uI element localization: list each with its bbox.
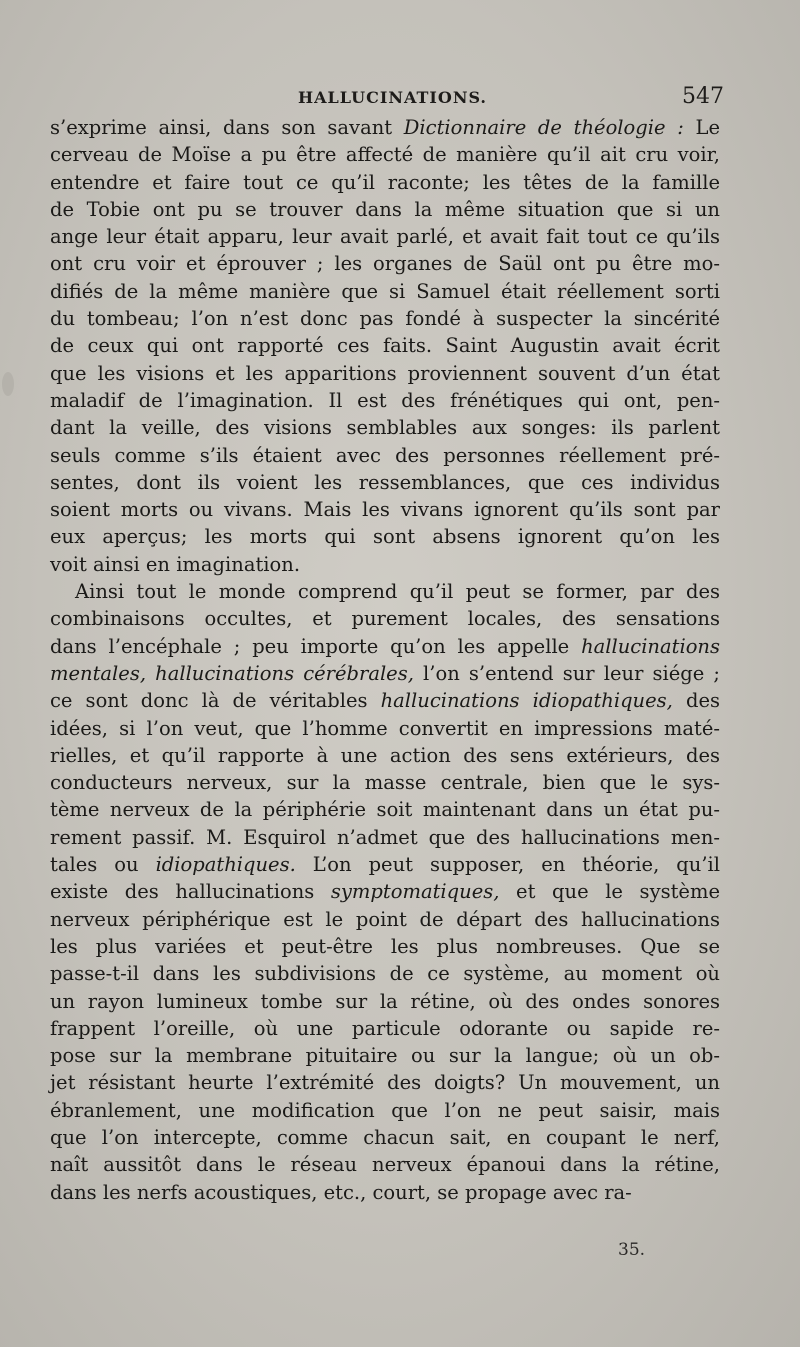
text-line: [50, 824, 720, 851]
text-run: Le: [683, 116, 720, 139]
text-line: [50, 332, 720, 359]
text-line: [50, 633, 720, 660]
text-run: existe des hallucinations: [50, 880, 331, 904]
text-line: [50, 960, 720, 987]
text-line: [50, 114, 720, 141]
text-run: maladif de l’imagination. Il est des frénétiques qui ont, pen-: [50, 388, 720, 412]
text-run: idées, si l’on veut, que l’homme convertit en impressions maté-: [50, 716, 720, 740]
text-line: [50, 1015, 720, 1042]
text-run: tales ou: [50, 853, 156, 877]
body-text: [50, 114, 720, 1206]
italic-run: mentales, hallucinations cérébrales,: [50, 661, 414, 685]
text-run: sentes, dont ils voient les ressemblances, que ces individus: [50, 470, 720, 494]
paper-stain: [2, 372, 14, 396]
text-line: [50, 250, 720, 277]
text-run: entendre et faire tout ce qu’il raconte; les têtes de la famille: [50, 170, 720, 194]
text-run: ange leur était apparu, leur avait parlé, et avait fait tout ce qu’ils: [50, 225, 720, 249]
text-line: [50, 523, 720, 550]
italic-run: hallucinations idiopathiques,: [380, 689, 673, 713]
text-run: frappent l’oreille, où une particule odorante ou sapide re-: [50, 1016, 720, 1040]
text-line: [50, 988, 720, 1015]
italic-run: hallucinations: [581, 634, 720, 658]
text-run: ébranlement, une modification que l’on ne peut saisir, mais: [50, 1098, 720, 1122]
text-line: [50, 278, 720, 305]
text-line: [50, 715, 720, 742]
text-line: [50, 578, 720, 605]
text-line: [50, 469, 720, 496]
text-run: nerveux périphérique est le point de départ des hallucinations: [50, 907, 720, 931]
text-run: rement passif. M. Esquirol n’admet que des hallucinations men-: [50, 825, 720, 849]
text-run: naît aussitôt dans le réseau nerveux épanoui dans la rétine,: [50, 1153, 720, 1177]
text-line: [50, 1179, 720, 1206]
text-run: que l’on intercepte, comme chacun sait, en coupant le nerf,: [50, 1125, 720, 1149]
text-run: conducteurs nerveux, sur la masse centrale, bien que le sys-: [50, 771, 720, 795]
text-line: [50, 605, 720, 632]
text-run: l’on s’entend sur leur siége ;: [413, 661, 720, 685]
text-run: soient morts ou vivans. Mais les vivans ignorent qu’ils sont par: [50, 498, 720, 522]
italic-run: idiopathiques.: [155, 853, 296, 877]
text-line: [50, 169, 720, 196]
text-run: rielles, et qu’il rapporte à une action des sens extérieurs, des: [50, 743, 720, 767]
italic-run: symptomatiques,: [330, 880, 500, 904]
text-run: les plus variées et peut-être les plus nombreuses. Que se: [50, 934, 720, 958]
text-run: Ainsi tout le monde comprend qu’il peut se former, par des: [75, 580, 720, 604]
text-line: [50, 1151, 720, 1178]
text-run: seuls comme s’ils étaient avec des personnes réellement pré-: [50, 443, 720, 467]
text-run: L’on peut supposer, en théorie, qu’il: [295, 853, 720, 877]
text-line: [50, 196, 720, 223]
text-run: ce sont donc là de véritables: [50, 689, 381, 713]
text-line: [50, 442, 720, 469]
text-line: [50, 387, 720, 414]
text-line: [50, 878, 720, 905]
text-run: et que le système: [499, 880, 720, 904]
text-line: [50, 660, 720, 687]
text-line: [50, 1097, 720, 1124]
text-line: [50, 551, 720, 578]
text-line: [50, 851, 720, 878]
text-run: jet résistant heurte l’extrémité des doigts? Un mouvement, un: [50, 1071, 720, 1095]
text-run: du tombeau; l’on n’est donc pas fondé à suspecter la sincérité: [50, 307, 720, 331]
text-line: [50, 141, 720, 168]
text-run: passe-t-il dans les subdivisions de ce système, au moment où: [50, 962, 720, 986]
text-line: [50, 906, 720, 933]
text-run: cerveau de Moïse a pu être affecté de manière qu’il ait cru voir,: [50, 143, 720, 167]
text-line: [50, 1042, 720, 1069]
page-number: 547: [682, 84, 724, 109]
text-run: dans les nerfs acoustiques, etc., court, se propage avec ra-: [50, 1180, 632, 1204]
text-run: ont cru voir et éprouver ; les organes de Saül ont pu être mo-: [50, 252, 720, 276]
text-run: difiés de la même manière que si Samuel était réellement sorti: [50, 279, 720, 303]
text-run: voit ainsi en imagination.: [50, 552, 301, 576]
text-line: [50, 1124, 720, 1151]
signature-mark: 35.: [618, 1240, 646, 1260]
text-line: [50, 742, 720, 769]
text-line: [50, 687, 720, 714]
text-line: [50, 223, 720, 250]
text-run: de Tobie ont pu se trouver dans la même situation que si un: [50, 197, 720, 221]
text-line: [50, 305, 720, 332]
page-header: [0, 84, 800, 114]
text-run: que les visions et les apparitions proviennent souvent d’un état: [50, 361, 720, 385]
text-line: [50, 933, 720, 960]
text-run: dans l’encéphale ; peu importe qu’on les appelle: [50, 634, 582, 658]
text-line: [50, 496, 720, 523]
text-line: [50, 360, 720, 387]
text-line: [50, 769, 720, 796]
text-run: des: [672, 689, 720, 713]
text-run: tème nerveux de la périphérie soit maintenant dans un état pu-: [50, 798, 720, 822]
text-run: eux aperçus; les morts qui sont absens ignorent qu’on les: [50, 525, 720, 549]
text-run: s’exprime ainsi, dans son savant: [50, 116, 404, 139]
text-run: un rayon lumineux tombe sur la rétine, où des ondes sonores: [50, 989, 720, 1013]
text-run: dant la veille, des visions semblables aux songes: ils parlent: [50, 416, 720, 440]
text-line: [50, 414, 720, 441]
text-run: de ceux qui ont rapporté ces faits. Saint Augustin avait écrit: [50, 334, 720, 358]
text-run: combinaisons occultes, et purement locales, des sensations: [50, 607, 720, 631]
text-line: [50, 1069, 720, 1096]
text-line: [50, 796, 720, 823]
italic-run: Dictionnaire de théologie :: [403, 116, 684, 139]
text-run: pose sur la membrane pituitaire ou sur la langue; où un ob-: [50, 1044, 720, 1068]
running-title: HALLUCINATIONS.: [298, 88, 487, 107]
